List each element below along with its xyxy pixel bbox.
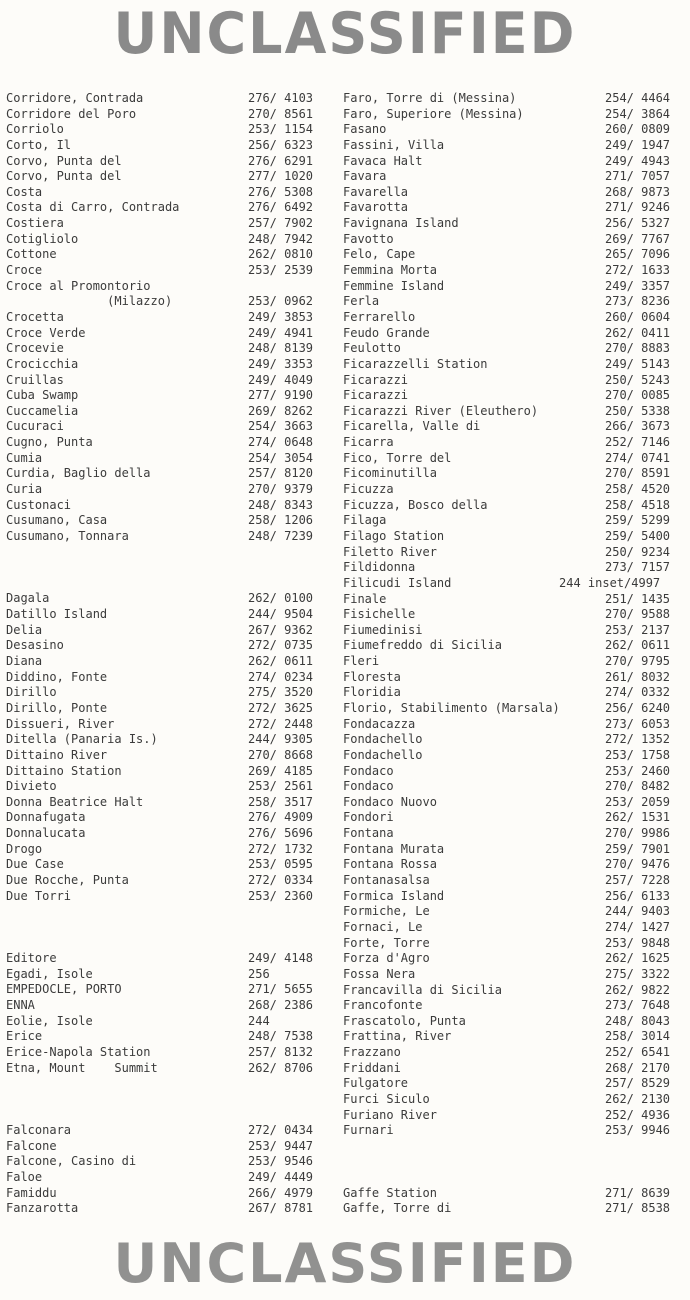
map-reference: 262/ 0100 <box>248 591 314 606</box>
place-name: Fondacazza <box>343 716 416 731</box>
map-reference: 270/ 0085 <box>605 388 671 403</box>
place-name: Corridore del Poro <box>6 106 137 121</box>
map-reference: 256/ 6240 <box>605 700 671 715</box>
map-reference: 262/ 0611 <box>248 654 314 669</box>
place-name: Formiche, Le <box>343 904 430 919</box>
map-reference: 276/ 5308 <box>248 184 314 199</box>
map-reference: 253/ 9447 <box>248 1138 314 1153</box>
map-reference: 270/ 9476 <box>605 857 671 872</box>
place-name: EMPEDOCLE, PORTO <box>6 982 122 997</box>
map-reference: 270/ 9588 <box>605 607 671 622</box>
map-reference: 253/ 2360 <box>248 888 314 903</box>
place-name: Fildidonna <box>343 560 416 575</box>
map-reference: 267/ 8781 <box>248 1201 314 1216</box>
place-name: Dittaino Station <box>6 763 122 778</box>
map-reference: 273/ 6053 <box>605 716 671 731</box>
place-name: Falconara <box>6 1123 72 1138</box>
map-reference: 270/ 9795 <box>605 654 671 669</box>
map-reference: 268/ 9873 <box>605 184 671 199</box>
place-name: Fisichelle <box>343 607 416 622</box>
place-name: Francofonte <box>343 998 423 1013</box>
place-name: Ficarazzi <box>343 372 409 387</box>
map-reference: 258/ 4518 <box>605 497 671 512</box>
map-reference: 269/ 4185 <box>248 763 314 778</box>
place-name: Costiera <box>6 216 64 231</box>
map-reference: 250/ 5243 <box>605 372 671 387</box>
map-reference: 274/ 0648 <box>248 435 314 450</box>
place-name: Favotto <box>343 231 394 246</box>
place-name: Due Rocche, Punta <box>6 873 129 887</box>
place-name: Corriolo <box>6 122 64 137</box>
place-name: Falcone, Casino di <box>6 1154 137 1169</box>
map-reference: 272/ 3625 <box>248 700 314 715</box>
place-name: Ficuzza, Bosco della <box>343 497 488 512</box>
place-name: Fondaco Nuovo <box>343 794 437 809</box>
map-reference: 276/ 6291 <box>248 153 314 168</box>
map-reference: 244 inset/4997 <box>559 575 661 590</box>
map-reference: 272/ 1352 <box>605 732 671 747</box>
map-reference: 259/ 5400 <box>605 528 671 543</box>
place-name: Egadi, Isole <box>6 966 93 981</box>
place-name: Cugno, Punta <box>6 435 93 450</box>
map-reference: 262/ 8706 <box>248 1060 314 1075</box>
place-name: Corto, Il <box>6 137 72 152</box>
map-reference: 250/ 5338 <box>605 403 671 418</box>
place-name: Curdia, Baglio della <box>6 466 151 481</box>
place-name: Due Case <box>6 857 64 872</box>
map-reference: 251/ 1435 <box>605 591 671 606</box>
place-name: Forza d'Agro <box>343 951 430 966</box>
place-name: Friddani <box>343 1060 401 1075</box>
place-name: Etna, Mount Summit <box>6 1060 158 1075</box>
map-reference: 249/ 1947 <box>605 137 671 152</box>
map-reference: 268/ 2386 <box>248 998 314 1013</box>
map-reference: 254/ 3663 <box>248 419 314 434</box>
place-name: Cruillas <box>6 372 64 387</box>
map-reference: 253/ 1154 <box>248 122 314 137</box>
place-name: Divieto <box>6 779 57 794</box>
place-name: Eolie, Isole <box>6 1013 93 1028</box>
place-name: Ficarazzi <box>343 388 409 403</box>
map-reference: 249/ 4449 <box>248 1170 314 1185</box>
map-reference: 253/ 0962 <box>248 294 314 309</box>
place-name: Diana <box>6 654 43 669</box>
map-reference: 271/ 8538 <box>605 1201 671 1216</box>
place-name: Dirillo, Ponte <box>6 700 108 715</box>
place-name: Costa <box>6 184 43 199</box>
map-reference: 253/ 9546 <box>248 1154 314 1169</box>
map-reference: 259/ 7901 <box>605 841 671 856</box>
place-name: Ficarazzelli Station <box>343 356 488 371</box>
place-name: Cucuraci <box>6 419 64 434</box>
place-name: Fondachello <box>343 747 423 762</box>
place-name: Donnalucata <box>6 826 86 841</box>
map-reference: 248/ 8043 <box>605 1013 671 1028</box>
place-name: Fondaco <box>343 763 394 778</box>
place-name: ENNA <box>6 998 35 1013</box>
map-reference: 270/ 8591 <box>605 466 671 481</box>
map-reference: 249/ 4943 <box>605 153 671 168</box>
map-reference: 258/ 3517 <box>248 794 314 809</box>
map-reference: 252/ 7146 <box>605 435 671 450</box>
map-reference: 262/ 2130 <box>605 1092 671 1106</box>
place-name: Francavilla di Sicilia <box>343 982 502 997</box>
place-name: Filago Station <box>343 528 445 543</box>
map-reference: 254/ 4464 <box>605 91 671 105</box>
map-reference: 258/ 4520 <box>605 482 671 497</box>
map-reference: 271/ 7057 <box>605 169 671 184</box>
map-reference: 277/ 9190 <box>248 388 314 403</box>
place-name: Fossa Nera <box>343 966 416 981</box>
map-reference: 276/ 4103 <box>248 91 314 105</box>
place-name: Ficarra <box>343 435 394 450</box>
place-name: Furnari <box>343 1123 394 1138</box>
place-name: Faloe <box>6 1170 43 1185</box>
place-name: Felo, Cape <box>343 247 416 262</box>
place-name: Favaca Halt <box>343 153 423 168</box>
map-reference: 276/ 5696 <box>248 826 314 841</box>
place-name: Furci Siculo <box>343 1092 430 1106</box>
place-name: Fleri <box>343 654 380 669</box>
place-name: Costa di Carro, Contrada <box>6 200 180 215</box>
place-name: Drogo <box>6 841 43 856</box>
place-name: Delia <box>6 622 43 637</box>
place-name: Gaffe, Torre di <box>343 1201 452 1216</box>
place-name: Datillo Island <box>6 607 108 622</box>
map-reference: 265/ 7096 <box>605 247 671 262</box>
map-reference: 256/ 6323 <box>248 137 314 152</box>
place-name: Fiumefreddo di Sicilia <box>343 638 502 653</box>
place-name: Fontanasalsa <box>343 873 430 888</box>
place-name: Croce <box>6 263 43 278</box>
map-reference: 248/ 7942 <box>248 231 314 246</box>
place-name: Forte, Torre <box>343 935 430 950</box>
place-name: Floresta <box>343 669 401 684</box>
map-reference: 274/ 1427 <box>605 919 671 934</box>
place-name: Favarella <box>343 184 409 199</box>
map-reference: 266/ 3673 <box>605 419 671 434</box>
place-name: Crocicchia <box>6 356 79 371</box>
map-reference: 273/ 8236 <box>605 294 671 309</box>
map-reference: 257/ 7228 <box>605 873 671 888</box>
place-name: Fontana <box>343 826 394 841</box>
place-name: (Milazzo) <box>6 294 173 309</box>
place-name: Cottone <box>6 247 57 262</box>
place-name: Ficominutilla <box>343 466 437 481</box>
place-name: Desasino <box>6 638 64 653</box>
place-name: Corvo, Punta del <box>6 169 122 184</box>
place-name: Ficuzza <box>343 482 394 497</box>
map-reference: 262/ 9822 <box>605 982 671 997</box>
map-reference: 262/ 0611 <box>605 638 671 653</box>
place-name: Gaffe Station <box>343 1185 437 1200</box>
place-name: Donna Beatrice Halt <box>6 794 144 809</box>
place-name: Femmina Morta <box>343 263 437 278</box>
place-name: Ferrarello <box>343 309 416 324</box>
map-reference: 253/ 2460 <box>605 763 671 778</box>
map-reference: 272/ 1633 <box>605 263 671 278</box>
place-name: Fassini, Villa <box>343 137 445 152</box>
place-name: Falcone <box>6 1138 57 1153</box>
map-reference: 249/ 4148 <box>248 951 314 966</box>
place-name: Frazzano <box>343 1045 401 1060</box>
map-reference: 268/ 2170 <box>605 1060 671 1075</box>
map-reference: 248/ 8139 <box>248 341 314 356</box>
map-reference: 249/ 4049 <box>248 372 314 387</box>
place-name: Fondachello <box>343 732 423 747</box>
place-name: Dissueri, River <box>6 716 115 731</box>
place-name: Cumia <box>6 450 43 465</box>
map-reference: 274/ 0234 <box>248 669 314 684</box>
map-reference: 262/ 0411 <box>605 325 671 340</box>
map-reference: 272/ 2448 <box>248 716 314 731</box>
map-reference: 261/ 8032 <box>605 669 671 684</box>
place-name: Fontana Murata <box>343 841 445 856</box>
place-name: Furiano River <box>343 1107 437 1122</box>
map-reference: 249/ 4941 <box>248 325 314 340</box>
place-name: Fiumedinisi <box>343 622 423 637</box>
map-reference: 257/ 8132 <box>248 1045 314 1060</box>
map-reference: 274/ 0332 <box>605 685 671 700</box>
map-reference: 250/ 9234 <box>605 544 671 559</box>
place-name: Feudo Grande <box>343 325 430 340</box>
place-name: Feulotto <box>343 341 401 356</box>
place-name: Editore <box>6 951 57 966</box>
map-reference: 270/ 9986 <box>605 826 671 841</box>
map-reference: 276/ 4909 <box>248 810 314 825</box>
map-reference: 256 <box>248 966 270 981</box>
place-name: Favara <box>343 169 387 184</box>
unclassified-stamp-bottom: UNCLASSIFIED <box>113 1232 577 1295</box>
map-reference: 275/ 3520 <box>248 685 314 700</box>
place-name: Diddino, Fonte <box>6 669 108 684</box>
map-reference: 253/ 9946 <box>605 1123 671 1138</box>
place-name: Filaga <box>343 513 387 528</box>
map-reference: 262/ 0810 <box>248 247 314 262</box>
map-reference: 272/ 0434 <box>248 1123 314 1138</box>
place-name: Filicudi Island <box>343 575 452 590</box>
place-name: Fondori <box>343 810 394 825</box>
map-reference: 253/ 2561 <box>248 779 314 794</box>
place-name: Cuba Swamp <box>6 388 79 403</box>
place-name: Floridia <box>343 685 401 700</box>
map-reference: 244/ 9305 <box>248 732 314 747</box>
place-name: Favignana Island <box>343 216 459 231</box>
map-reference: 259/ 5299 <box>605 513 671 528</box>
map-reference: 273/ 7157 <box>605 560 671 575</box>
place-name: Cuccamelia <box>6 403 79 418</box>
place-name: Cotigliolo <box>6 231 79 246</box>
place-name: Croce Verde <box>6 325 86 340</box>
place-name: Curia <box>6 482 43 497</box>
place-name: Fontana Rossa <box>343 857 437 872</box>
map-reference: 260/ 0604 <box>605 309 671 324</box>
place-name: Favarotta <box>343 200 409 215</box>
place-name: Frascatolo, Punta <box>343 1013 466 1028</box>
place-name: Erice <box>6 1029 43 1044</box>
map-reference: 266/ 4979 <box>248 1185 314 1200</box>
place-name: Crocetta <box>6 309 64 324</box>
map-reference: 270/ 8883 <box>605 341 671 356</box>
place-name: Donnafugata <box>6 810 86 825</box>
place-name: Dagala <box>6 591 50 606</box>
map-reference: 272/ 0334 <box>248 873 314 887</box>
map-reference: 244/ 9403 <box>605 904 671 919</box>
map-reference: 254/ 3054 <box>248 450 314 465</box>
place-name: Erice-Napola Station <box>6 1045 151 1060</box>
map-reference: 244/ 9504 <box>248 607 314 622</box>
map-reference: 267/ 9362 <box>248 622 314 637</box>
map-reference: 254/ 3864 <box>605 106 671 121</box>
place-name: Ferla <box>343 294 380 309</box>
map-reference: 262/ 1625 <box>605 951 671 966</box>
map-reference: 258/ 3014 <box>605 1029 671 1044</box>
place-name: Fornaci, Le <box>343 919 423 934</box>
place-name: Corvo, Punta del <box>6 153 122 168</box>
map-reference: 258/ 1206 <box>248 513 314 528</box>
map-reference: 248/ 8343 <box>248 497 314 512</box>
place-name: Fanzarotta <box>6 1201 79 1216</box>
place-name: Croce al Promontorio <box>6 278 151 293</box>
map-reference: 270/ 8482 <box>605 779 671 794</box>
map-reference: 253/ 2539 <box>248 263 314 278</box>
map-reference: 253/ 2059 <box>605 794 671 809</box>
place-name: Fico, Torre del <box>343 450 452 465</box>
map-reference: 249/ 3853 <box>248 309 314 324</box>
map-reference: 257/ 7902 <box>248 216 314 231</box>
map-reference: 272/ 0735 <box>248 638 314 653</box>
map-reference: 257/ 8529 <box>605 1076 671 1091</box>
place-name: Fondaco <box>343 779 394 794</box>
place-name: Formica Island <box>343 888 445 903</box>
place-name: Due Torri <box>6 888 72 903</box>
place-name: Femmine Island <box>343 278 445 293</box>
map-reference: 248/ 7538 <box>248 1029 314 1044</box>
place-name: Dirillo <box>6 685 57 700</box>
place-name: Corridore, Contrada <box>6 91 144 105</box>
map-reference: 269/ 8262 <box>248 403 314 418</box>
map-reference: 270/ 9379 <box>248 482 314 497</box>
map-reference: 270/ 8668 <box>248 747 314 762</box>
place-name: Ficarella, Valle di <box>343 419 481 434</box>
map-reference: 249/ 5143 <box>605 356 671 371</box>
place-name: Cusumano, Casa <box>6 513 108 528</box>
map-reference: 260/ 0809 <box>605 122 671 137</box>
place-name: Filetto River <box>343 544 437 559</box>
map-reference: 257/ 8120 <box>248 466 314 481</box>
place-name: Ditella (Panaria Is.) <box>6 732 158 747</box>
map-reference: 276/ 6492 <box>248 200 314 215</box>
place-name: Fulgatore <box>343 1076 409 1091</box>
map-reference: 262/ 1531 <box>605 810 671 825</box>
place-name: Famiddu <box>6 1185 57 1200</box>
unclassified-stamp-top: UNCLASSIFIED <box>113 0 577 67</box>
place-name: Florio, Stabilimento (Marsala) <box>343 700 560 715</box>
map-reference: 253/ 1758 <box>605 747 671 762</box>
place-name: Frattina, River <box>343 1029 452 1044</box>
map-reference: 271/ 5655 <box>248 982 314 997</box>
map-reference: 256/ 6133 <box>605 888 671 903</box>
map-reference: 269/ 7767 <box>605 231 671 246</box>
map-reference: 275/ 3322 <box>605 966 671 981</box>
map-reference: 244 <box>248 1013 270 1028</box>
place-name: Finale <box>343 591 387 606</box>
map-reference: 252/ 4936 <box>605 1107 671 1122</box>
map-reference: 271/ 8639 <box>605 1185 671 1200</box>
map-reference: 253/ 9848 <box>605 935 671 950</box>
map-reference: 253/ 2137 <box>605 622 671 637</box>
place-name: Cusumano, Tonnara <box>6 528 129 543</box>
place-name: Faro, Torre di (Messina) <box>343 91 517 105</box>
map-reference: 273/ 7648 <box>605 998 671 1013</box>
place-name: Dittaino River <box>6 747 108 762</box>
map-reference: 256/ 5327 <box>605 216 671 231</box>
map-reference: 274/ 0741 <box>605 450 671 465</box>
map-reference: 248/ 7239 <box>248 528 314 543</box>
map-reference: 253/ 0595 <box>248 857 314 872</box>
place-name: Fasano <box>343 122 387 137</box>
map-reference: 271/ 9246 <box>605 200 671 215</box>
map-reference: 277/ 1020 <box>248 169 314 184</box>
place-name: Faro, Superiore (Messina) <box>343 106 524 121</box>
place-name: Custonaci <box>6 497 72 512</box>
map-reference: 249/ 3353 <box>248 356 314 371</box>
map-reference: 270/ 8561 <box>248 106 314 121</box>
map-reference: 249/ 3357 <box>605 278 671 293</box>
map-reference: 252/ 6541 <box>605 1045 671 1060</box>
place-name: Ficarazzi River (Eleuthero) <box>343 403 539 418</box>
map-reference: 272/ 1732 <box>248 841 314 856</box>
place-name: Crocevie <box>6 341 64 356</box>
